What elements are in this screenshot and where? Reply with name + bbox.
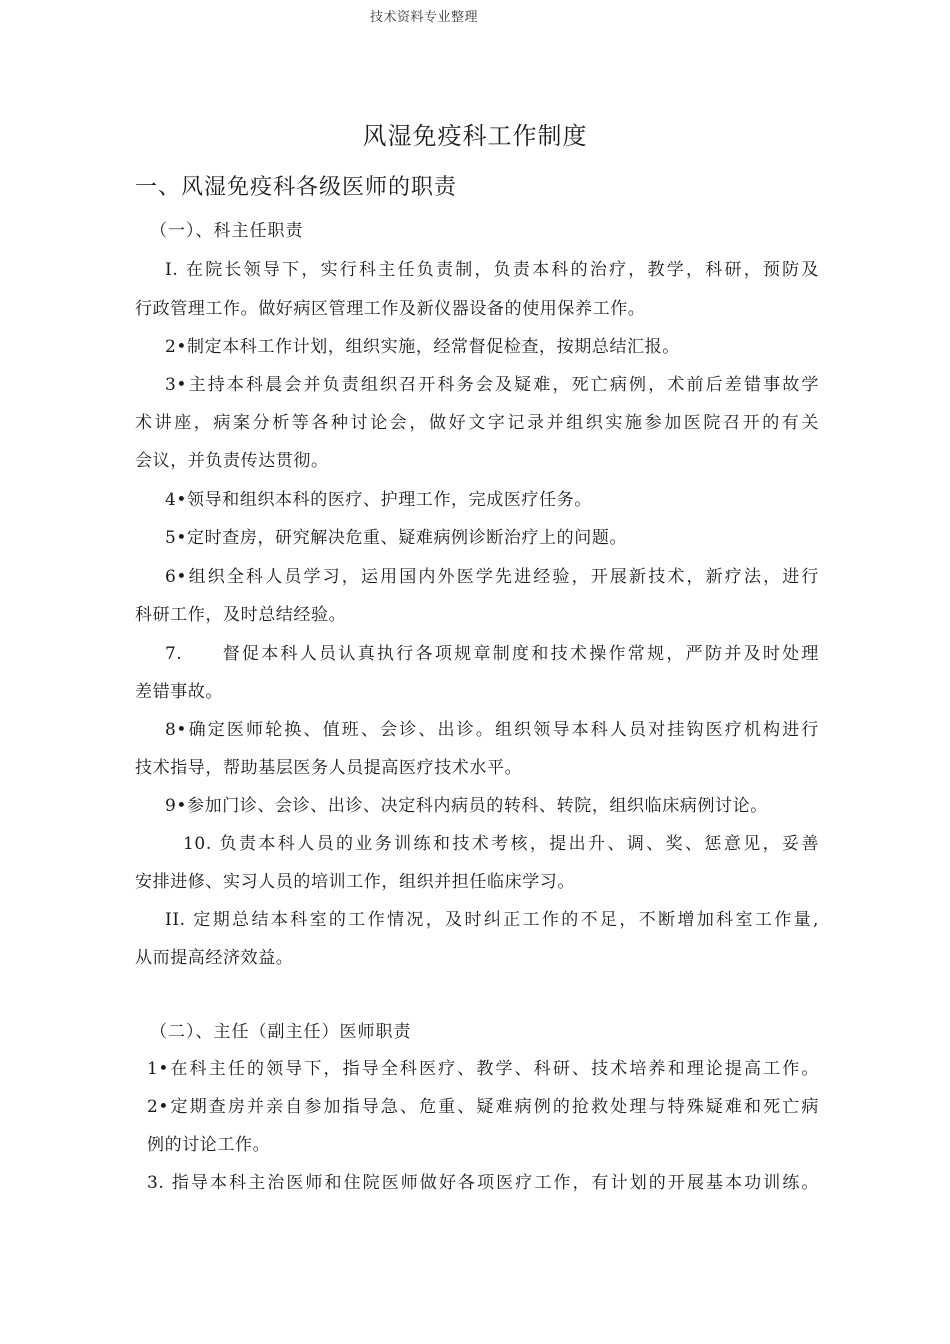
paragraph-line: II. 定期总结本科室的工作情况，及时纠正工作的不足，不断增加科室工作量, xyxy=(165,910,819,930)
paragraph-line: 10. 负责本科人员的业务训练和技术考核，提出升、调、奖、惩意见，妥善 xyxy=(183,834,819,854)
paragraph-line: 从而提高经济效益。 xyxy=(135,948,294,968)
paragraph-line: 8•确定医师轮换、值班、会诊、出诊。组织领导本科人员对挂钩医疗机构进行 xyxy=(165,720,819,740)
paragraph-line: 科研工作，及时总结经验。 xyxy=(135,605,347,625)
page-header: 技术资料专业整理 xyxy=(370,10,479,25)
paragraph-line: 3. 指导本科主治医师和住院医师做好各项医疗工作，有计划的开展基本功训练。 xyxy=(147,1173,819,1193)
paragraph-line: 6•组织全科人员学习，运用国内外医学先进经验，开展新技术，新疗法，进行 xyxy=(165,567,819,587)
paragraph-line: 3•主持本科晨会并负责组织召开科务会及疑难，死亡病例，术前后差错事故学 xyxy=(165,375,819,395)
paragraph-line: 5•定时查房，研究解决危重、疑难病例诊断治疗上的问题。 xyxy=(165,528,628,548)
subsection-heading-2: （二）、主任（副主任）医师职责 xyxy=(150,1022,412,1042)
paragraph-line: 1•在科主任的领导下，指导全科医疗、教学、科研、技术培养和理论提高工作。 xyxy=(147,1059,819,1079)
paragraph-line: 安排进修、实习人员的培训工作，组织并担任临床学习。 xyxy=(135,872,575,892)
paragraph-line: 技术指导，帮助基层医务人员提高医疗技术水平。 xyxy=(135,758,523,778)
subsection-heading-1: （一）、科主任职责 xyxy=(150,221,304,241)
document-title: 风湿免疫科工作制度 xyxy=(362,122,588,150)
paragraph-line: 差错事故。 xyxy=(135,682,223,702)
paragraph-line: 术讲座，病案分析等各种讨论会，做好文字记录并组织实施参加医院召开的有关 xyxy=(135,413,819,433)
paragraph-line: I. 在院长领导下，实行科主任负责制，负责本科的治疗，教学，科研，预防及 xyxy=(165,260,819,280)
paragraph-line: 会议，并负责传达贯彻。 xyxy=(135,451,329,471)
paragraph-line: 例的讨论工作。 xyxy=(147,1135,271,1155)
paragraph-line: 9•参加门诊、会诊、出诊、决定科内病员的转科、转院，组织临床病例讨论。 xyxy=(165,796,768,816)
paragraph-line: 行政管理工作。做好病区管理工作及新仪器设备的使用保养工作。 xyxy=(135,299,646,319)
paragraph-line: 2•制定本科工作计划，组织实施，经常督促检查，按期总结汇报。 xyxy=(165,337,680,357)
section-heading-1: 一、风湿免疫科各级医师的职责 xyxy=(135,175,458,200)
paragraph-line: 4•领导和组织本科的医疗、护理工作，完成医疗任务。 xyxy=(165,490,592,510)
paragraph-line: 2•定期查房并亲自参加指导急、危重、疑难病例的抢救处理与特殊疑难和死亡病 xyxy=(147,1097,819,1117)
paragraph-line: 7. 督促本科人员认真执行各项规章制度和技术操作常规，严防并及时处理 xyxy=(165,644,819,664)
